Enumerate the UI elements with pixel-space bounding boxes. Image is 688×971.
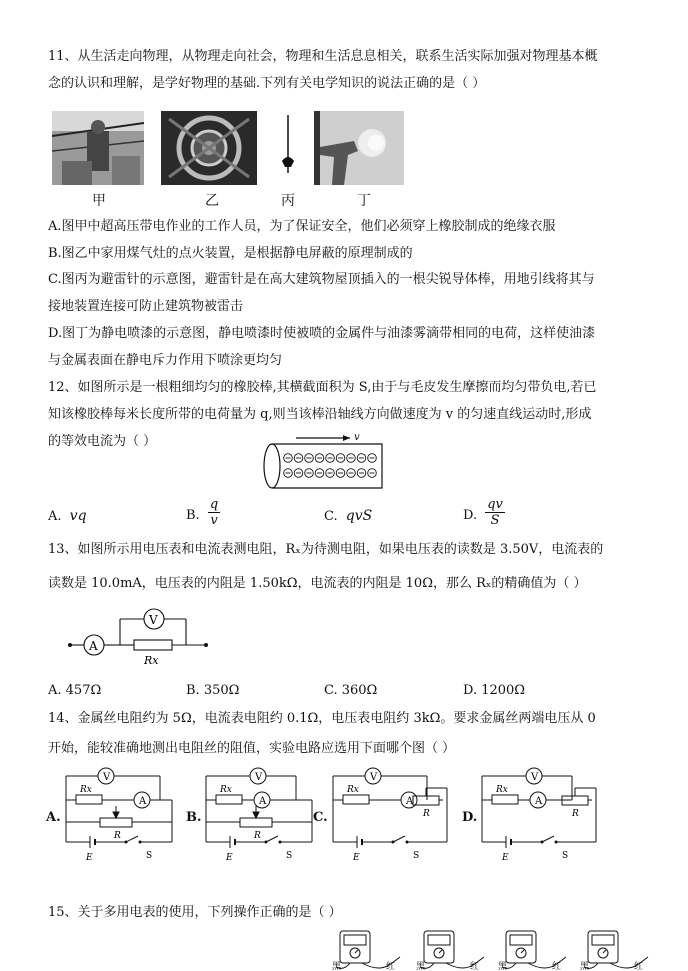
- rheostat-label: R: [572, 809, 579, 819]
- ammeter-label: A: [259, 796, 267, 807]
- q12-option-d-letter: D.: [463, 508, 478, 523]
- switch-label: S: [413, 851, 420, 861]
- q14-option-letter: C.: [313, 810, 328, 825]
- caption-yi: 乙: [205, 193, 219, 209]
- switch-label: S: [562, 851, 569, 861]
- q11-option-c-line2: 接地装置连接可防止建筑物被雷击: [48, 299, 244, 314]
- q15-line1: 15、关于多用电表的使用，下列操作正确的是（ ）: [48, 905, 342, 920]
- multimeter-diagram: [330, 927, 406, 971]
- switch-label: S: [286, 851, 293, 861]
- battery-label: E: [353, 853, 360, 862]
- q14-line2: 开始，能较准确地测出电阻丝的阻值，实验电路应选用下面哪个图（ ）: [48, 741, 456, 756]
- rheostat-label: R: [254, 831, 261, 841]
- multimeter-diagram: [578, 927, 654, 971]
- q12-option-b-fraction: [208, 497, 220, 528]
- voltmeter-label: V: [103, 772, 111, 783]
- q12-option-b-numerator: q: [209, 497, 219, 512]
- q12-line2: 知该橡胶棒每米长度所带的电荷量为 q,则当该棒沿轴线方向做速度为 v 的匀速直线运动时,形成: [48, 407, 592, 422]
- multimeter-diagram: [414, 927, 490, 971]
- black-probe-label: 黑: [332, 962, 342, 971]
- q11-line1: 11、从生活走向物理，从物理走向社会，物理和生活息息相关，联系生活实际加强对物理基本概: [48, 49, 598, 64]
- rx-label: Rx: [144, 654, 159, 667]
- q12-option-c-expr: qvS: [345, 508, 373, 524]
- q11-option-d-line2: 与金属表面在静电斥力作用下喷涂更均匀: [48, 353, 283, 368]
- q12-option-d-denominator: S: [490, 513, 500, 528]
- red-probe-label: 红: [386, 962, 396, 971]
- q14-option-letter: D.: [462, 810, 478, 825]
- rheostat-label: R: [423, 809, 430, 819]
- ammeter-label: A: [535, 796, 543, 807]
- q14-circuit-diagram: [60, 766, 196, 862]
- black-probe-label: 黑: [580, 962, 590, 971]
- lightning-rod-diagram: [278, 113, 298, 175]
- red-probe-label: 红: [470, 962, 480, 971]
- q13-line2: 读数是 10.0mA，电压表的内阻是 1.50kΩ，电流表的内阻是 10Ω，那么 Rₓ的精确值为（ ）: [48, 576, 587, 591]
- rx-label: Rx: [347, 785, 359, 795]
- rx-label: Rx: [220, 785, 232, 795]
- voltmeter-label: V: [531, 772, 539, 783]
- ammeter-label: A: [139, 796, 147, 807]
- black-probe-label: 黑: [498, 962, 508, 971]
- black-probe-label: 黑: [416, 962, 426, 971]
- red-probe-label: 红: [634, 962, 644, 971]
- voltmeter-label: V: [149, 613, 158, 627]
- q14-circuit-diagram: [327, 766, 463, 862]
- caption-ding: 丁: [357, 193, 371, 209]
- ammeter-label: A: [89, 639, 98, 653]
- q13-option-b: B. 350Ω: [186, 683, 240, 698]
- negative-charges: [284, 454, 377, 478]
- red-probe-label: 红: [552, 962, 562, 971]
- velocity-label: v: [354, 432, 360, 443]
- q14-circuit-diagram: [476, 766, 612, 862]
- battery-label: E: [226, 853, 233, 862]
- q14-option-letter: A.: [46, 810, 61, 825]
- photo-ding: [314, 111, 404, 185]
- q12-option-c-letter: C.: [324, 509, 338, 524]
- q14-line1: 14、金属丝电阻约为 5Ω，电流表电阻约 0.1Ω，电压表电阻约 3kΩ。要求金属丝两端电压从 0: [48, 711, 596, 726]
- q13-line1: 13、如图所示用电压表和电流表测电阻，Rₓ为待测电阻，如果电压表的读数是 3.50V，电流表的: [48, 542, 604, 557]
- q11-option-b: B.图乙中家用煤气灶的点火装置，是根据静电屏蔽的原理制成的: [48, 246, 413, 261]
- caption-jia: 甲: [92, 193, 106, 209]
- photo-jia: [52, 111, 144, 185]
- q14-option-letter: B.: [186, 810, 202, 825]
- multimeter-diagram: [496, 927, 572, 971]
- battery-label: E: [502, 853, 509, 862]
- q11-option-a: A.图甲中超高压带电作业的工作人员，为了保证安全，他们必须穿上橡胶制成的绝缘衣服: [48, 219, 556, 234]
- q13-option-a: A. 457Ω: [48, 683, 102, 698]
- ammeter-label: A: [406, 796, 414, 807]
- rubber-rod-diagram: [258, 426, 388, 496]
- q12-option-b-denominator: v: [210, 513, 218, 528]
- q12-option-d: [463, 497, 505, 528]
- q12-option-d-fraction: [485, 497, 505, 528]
- q12-option-d-numerator: qv: [487, 497, 503, 512]
- q13-option-d: D. 1200Ω: [463, 683, 526, 698]
- q12-option-a-letter: A.: [48, 509, 62, 524]
- rx-label: Rx: [496, 785, 508, 795]
- voltmeter-label: V: [370, 772, 378, 783]
- rx-label: Rx: [80, 785, 92, 795]
- switch-label: S: [146, 851, 153, 861]
- rheostat-label: R: [114, 831, 121, 841]
- q12-option-a-expr: vq: [69, 508, 87, 524]
- q11-option-c-line1: C.图丙为避雷针的示意图，避雷针是在高大建筑物屋顶插入的一根尖锐导体棒，用地引线将其与: [48, 272, 595, 287]
- caption-bing: 丙: [281, 193, 295, 209]
- q12-option-b: [186, 497, 220, 528]
- q12-option-c: [324, 508, 372, 524]
- q13-circuit-diagram: [64, 605, 214, 667]
- voltmeter-label: V: [255, 772, 263, 783]
- q13-option-c: C. 360Ω: [324, 683, 378, 698]
- q11-option-d-line1: D.图丁为静电喷漆的示意图，静电喷漆时使被喷的金属件与油漆雾滴带相同的电荷，这样使油漆: [48, 326, 596, 341]
- q11-line2: 念的认识和理解，是学好物理的基础.下列有关电学知识的说法正确的是（ ）: [48, 76, 486, 91]
- q12-line1: 12、如图所示是一根粗细均匀的橡胶棒,其横截面积为 S,由于与毛皮发生摩擦而均匀带负电,若已: [48, 380, 597, 395]
- battery-label: E: [86, 853, 93, 862]
- q12-option-a: [48, 508, 87, 524]
- photo-yi: [161, 111, 257, 185]
- q12-option-b-letter: B.: [186, 508, 200, 523]
- q12-line3: 的等效电流为（ ）: [48, 434, 157, 449]
